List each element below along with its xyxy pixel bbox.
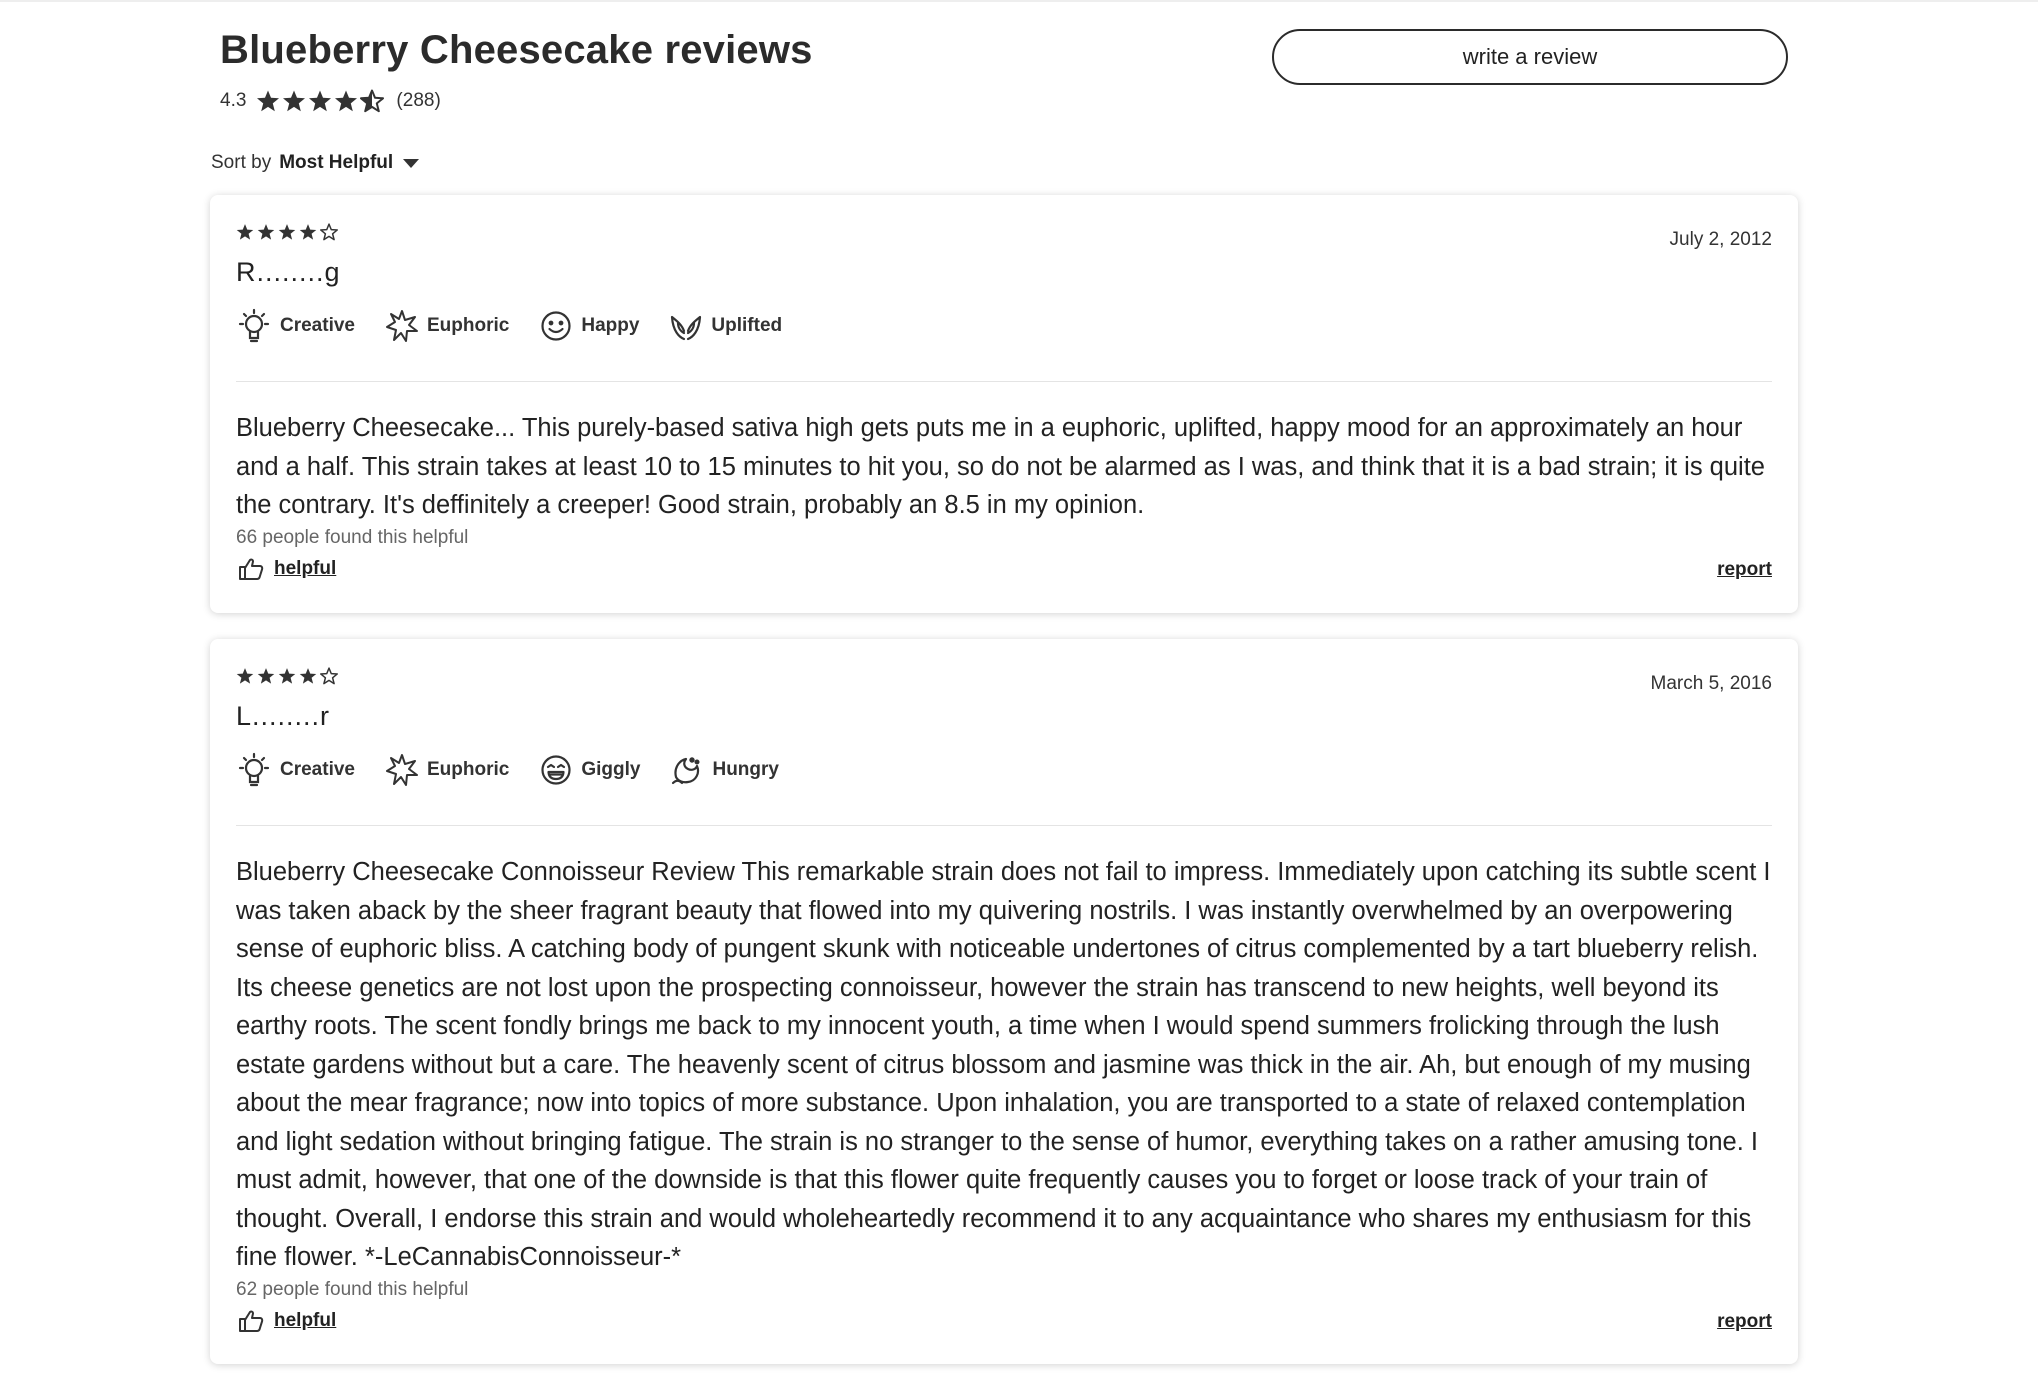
helpful-count: 66 people found this helpful: [236, 527, 469, 548]
review-stars: [236, 223, 341, 241]
top-border: [0, 0, 2038, 2]
star-filled-icon: [308, 89, 332, 113]
effect-hungry: [670, 753, 779, 787]
sort-dropdown[interactable]: [211, 150, 419, 176]
divider: [236, 825, 1772, 826]
divider: [236, 381, 1772, 382]
report-link[interactable]: report: [1717, 1311, 1772, 1332]
thumbs-up-icon: [238, 1309, 264, 1333]
wings-icon: [669, 309, 703, 343]
average-rating: 4.3: [220, 90, 247, 111]
effect-label: Creative: [280, 759, 355, 780]
review-author: L........r: [236, 701, 331, 731]
effect-creative: [236, 308, 355, 344]
effect-label: Happy: [581, 315, 640, 336]
effect-label: Giggly: [581, 759, 641, 780]
star-filled-icon: [278, 667, 296, 685]
page-title: Blueberry Cheesecake reviews: [220, 28, 813, 72]
helpful-button[interactable]: [238, 557, 336, 581]
sort-label: Sort by: [211, 152, 272, 173]
star-filled-icon: [257, 667, 275, 685]
helpful-button[interactable]: [238, 1309, 336, 1333]
star-half-icon: [360, 89, 384, 113]
review-count: (288): [396, 90, 441, 111]
effect-euphoric: [385, 753, 509, 787]
burst-icon: [385, 753, 419, 787]
write-review-button[interactable]: write a review: [1272, 29, 1788, 85]
star-empty-icon: [320, 223, 338, 241]
effect-euphoric: [385, 309, 509, 343]
review-card: [210, 639, 1798, 1364]
star-filled-icon: [282, 89, 306, 113]
sort-value: Most Helpful: [279, 152, 394, 173]
review-stars: [236, 667, 341, 685]
burst-icon: [385, 309, 419, 343]
review-date: July 2, 2012: [1669, 229, 1772, 250]
review-date: March 5, 2016: [1650, 673, 1772, 694]
effects-list: [236, 307, 812, 345]
effect-label: Euphoric: [427, 759, 510, 780]
effects-list: [236, 751, 809, 789]
star-filled-icon: [236, 667, 254, 685]
effect-uplifted: [669, 309, 782, 343]
helpful-label: helpful: [274, 558, 337, 579]
effect-creative: [236, 752, 355, 788]
star-filled-icon: [256, 89, 280, 113]
hungry-icon: [670, 753, 704, 787]
star-filled-icon: [334, 89, 358, 113]
smile-icon: [539, 309, 573, 343]
lightbulb-icon: [236, 752, 272, 788]
review-card: [210, 195, 1798, 613]
star-filled-icon: [278, 223, 296, 241]
star-filled-icon: [299, 223, 317, 241]
star-rating: [256, 89, 386, 113]
helpful-label: helpful: [274, 1310, 337, 1331]
effect-giggly: [539, 753, 640, 787]
rating-summary: [220, 86, 441, 116]
star-filled-icon: [257, 223, 275, 241]
review-text: Blueberry Cheesecake Connoisseur Review This remarkable strain does not fail to impress. Immediately upon catching its subtle scent I was taken aback by the sheer fragrant beauty that flowed into my quivering nostrils. I was instantly overwhelmed by an overpowering sense of euphoric bliss. A catching body of pungent skunk with noticeable undertones of citrus complemented by a tart blueberry relish. Its cheese genetics are not lost upon the prospecting connoisseur, however the strain has transcend to new heights, well beyond its earthy roots. The scent fondly brings me back to my innocent youth, a time when I would spend summers frolicking through the lush estate gardens without but a care. The heavenly scent of citrus blossom and jasmine was thick in the air. Ah, but enough of my musing about the mear fragrance; now into topics of more substance. Upon inhalation, you are transported to a state of relaxed contemplation and light sedation without bringing fatigue. The strain is no stranger to the sense of humor, everything takes on a rather amusing tone. I must admit, however, that one of the downside is that this flower quite frequently causes you to forget or loose track of your train of thought. Overall, I endorse this strain and would wholeheartedly recommend it to any acquaintance who shares my enthusiasm for this fine flower. *-LeCannabisConnoisseur-*: [236, 858, 1771, 1271]
effect-label: Hungry: [712, 759, 779, 780]
effect-label: Creative: [280, 315, 355, 336]
review-text: Blueberry Cheesecake... This purely-based sativa high gets puts me in a euphoric, uplifted, happy mood for an approximately an hour and a half. This strain takes at least 10 to 15 minutes to hit you, so do not be alarmed as I was, and think that it is a bad strain; it is quite the contrary. It's deffinitely a creeper! Good strain, probably an 8.5 in my opinion.: [236, 414, 1765, 519]
star-empty-icon: [320, 667, 338, 685]
thumbs-up-icon: [238, 557, 264, 581]
helpful-count: 62 people found this helpful: [236, 1279, 469, 1300]
effect-label: Uplifted: [711, 315, 783, 336]
effect-happy: [539, 309, 639, 343]
report-link[interactable]: report: [1717, 559, 1772, 580]
lightbulb-icon: [236, 308, 272, 344]
review-author: R........g: [236, 257, 341, 287]
effect-label: Euphoric: [427, 315, 510, 336]
laughing-face-icon: [539, 753, 573, 787]
star-filled-icon: [236, 223, 254, 241]
star-filled-icon: [299, 667, 317, 685]
chevron-down-icon: [403, 159, 419, 168]
